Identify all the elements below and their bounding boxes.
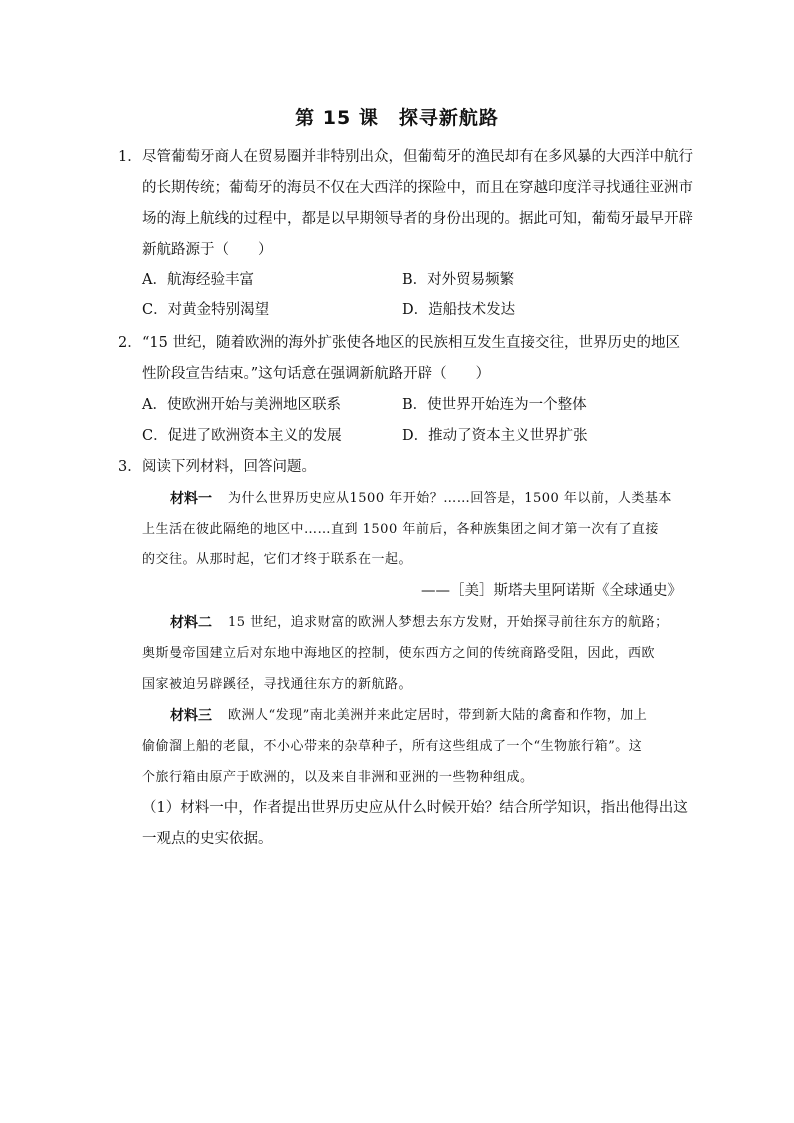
material-3-heading: 材料三	[170, 708, 212, 724]
question-2-option-a: A．使欧洲开始与美洲地区联系	[142, 397, 341, 413]
question-2-line-1: “15 世纪，随着欧洲的海外扩张使各地区的民族相互发生直接交往，世界历史的地区	[142, 335, 680, 351]
material-1-source: ——［美］斯塔夫里阿诺斯《全球通史》	[421, 583, 682, 599]
question-1-option-a: A．航海经验丰富	[142, 272, 254, 288]
material-1-heading: 材料一	[170, 491, 212, 507]
question-1-line-3: 场的海上航线的过程中，都是以早期领导者的身份出现的。据此可知，葡萄牙最早开辟	[142, 211, 693, 227]
question-2-line-2: 性阶段宣告结束。”这句话意在强调新航路开辟（ ）	[142, 366, 491, 382]
material-2-line-1: 15 世纪，追求财富的欧洲人梦想去东方发财，开始探寻前往东方的航路；	[228, 615, 669, 630]
material-3-line-2: 偷偷溜上船的老鼠，不小心带来的杂草种子，所有这些组成了一个“生物旅行箱”。这	[142, 739, 643, 754]
question-1-line-4: 新航路源于（ ）	[142, 242, 273, 258]
question-1-number: 1．	[118, 149, 142, 165]
question-1-line-2: 的长期传统；葡萄牙的海员不仅在大西洋的探险中，而且在穿越印度洋寻找通往亚洲市	[142, 180, 693, 196]
page-title: 第 15 课 探寻新航路	[295, 107, 499, 129]
question-1-option-d: D．造船技术发达	[402, 302, 516, 318]
sub-question-1-line-1: （1）材料一中，作者提出世界历史应从什么时候开始？结合所学知识，指出他得出这	[142, 800, 688, 816]
question-1-option-b: B．对外贸易频繁	[402, 272, 515, 288]
material-1-line-2: 上生活在彼此隔绝的地区中……直到 1500 年前后，各种族集团之间才第一次有了直接	[142, 522, 659, 537]
question-1-line-1: 尽管葡萄牙商人在贸易圈并非特别出众，但葡萄牙的渔民却有在多风暴的大西洋中航行	[142, 149, 693, 165]
material-2-heading: 材料二	[170, 615, 212, 631]
material-2-line-2: 奥斯曼帝国建立后对东地中海地区的控制，使东西方之间的传统商路受阻，因此，西欧	[142, 646, 656, 661]
material-1-line-3: 的交往。从那时起，它们才终于联系在一起。	[142, 552, 413, 567]
question-2-option-c: C．促进了欧洲资本主义的发展	[142, 428, 342, 444]
question-3-intro: 阅读下列材料，回答问题。	[142, 459, 316, 475]
material-2-line-3: 国家被迫另辟蹊径，寻找通往东方的新航路。	[142, 677, 413, 692]
sub-question-1-line-2: 一观点的史实依据。	[142, 831, 273, 847]
material-3-line-1: 欧洲人“发现”南北美洲并来此定居时，带到新大陆的禽畜和作物，加上	[228, 708, 648, 723]
question-1-option-c: C．对黄金特别渴望	[142, 302, 270, 318]
question-3-number: 3．	[118, 459, 142, 475]
material-3-line-3: 个旅行箱由原产于欧洲的，以及来自非洲和亚洲的一些物种组成。	[142, 770, 534, 785]
question-2-option-d: D．推动了资本主义世界扩张	[402, 428, 588, 444]
material-1-line-1: 为什么世界历史应从1500 年开始？……回答是，1500 年以前，人类基本	[228, 491, 672, 506]
question-2-number: 2．	[118, 335, 142, 351]
question-2-option-b: B．使世界开始连为一个整体	[402, 397, 587, 413]
